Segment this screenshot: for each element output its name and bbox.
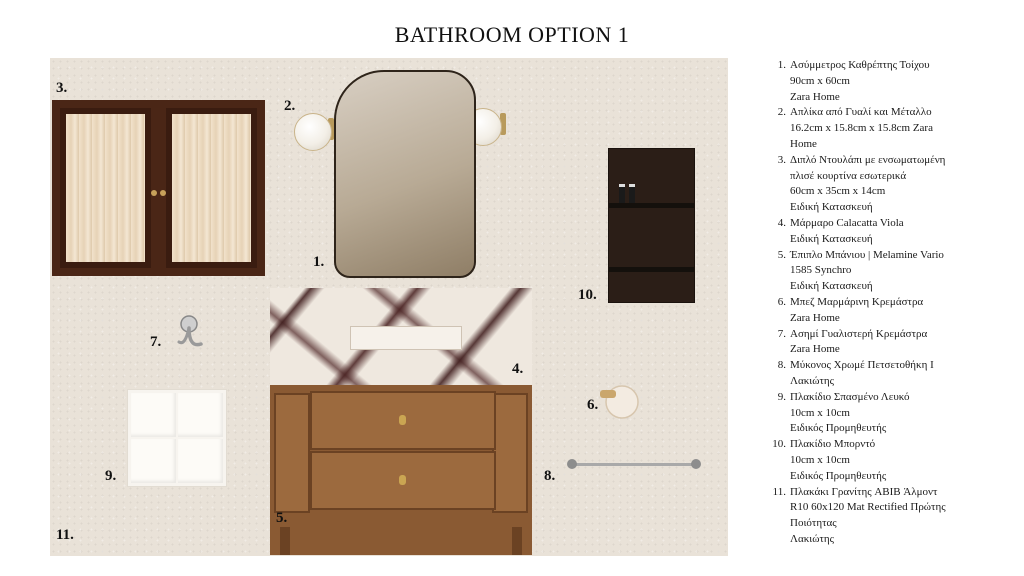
legend-item — [768, 390, 1008, 437]
legend-line: 60cm x 35cm x 14cm — [790, 185, 886, 198]
legend-item — [768, 485, 1008, 548]
legend-line: Λακιώτης — [790, 532, 835, 545]
legend-number: 1. — [777, 59, 786, 71]
legend-line: Ασημί Γυαλιστερή Κρεμάστρα — [790, 327, 928, 340]
legend-line: 10cm x 10cm — [790, 453, 850, 466]
legend-line: Zara Home — [790, 90, 840, 103]
legend-line: πλισέ κουρτίνα εσωτερικά — [790, 169, 907, 182]
legend-number: 4. — [777, 216, 786, 229]
legend-line: Ειδική Κατασκευή — [790, 280, 873, 293]
cabinet-door-right — [166, 108, 257, 268]
basin — [350, 326, 462, 350]
label-8: 8. — [544, 468, 556, 484]
legend-line: Ειδικός Προμηθευτής — [790, 469, 887, 482]
legend-line: Μάρμαρο Calacatta Viola — [790, 216, 904, 229]
legend-number: 10. — [772, 438, 786, 451]
legend-line: Zara Home — [790, 343, 840, 356]
vanity-drawer-top — [310, 391, 496, 450]
legend-item — [768, 248, 1008, 295]
legend-number: 5. — [777, 248, 786, 261]
label-10: 10. — [578, 287, 597, 303]
vanity-drawer-bottom — [310, 451, 496, 510]
legend-item — [768, 153, 1008, 216]
cabinet-knob — [160, 190, 166, 196]
legend-line: Πλακάκι Γρανίτης ABIB Άλμοντ — [790, 485, 938, 498]
legend-item — [768, 58, 1008, 105]
cabinet-knob — [151, 190, 157, 196]
label-7: 7. — [150, 334, 162, 350]
white-tile-sample-image — [128, 390, 226, 486]
wall-sconce-left — [294, 113, 332, 151]
legend-item — [768, 358, 1008, 390]
legend-number: 7. — [777, 327, 786, 340]
legend-line: 10cm x 10cm — [790, 406, 850, 419]
legend-line: 16.2cm x 15.8cm x 15.8cm Zara — [790, 122, 933, 135]
materials-legend — [768, 58, 1008, 548]
label-1: 1. — [313, 254, 325, 270]
legend-line: Ειδικός Προμηθευτής — [790, 422, 887, 435]
legend-line: Πλακίδιο Μπορντό — [790, 438, 876, 451]
label-5: 5. — [276, 510, 288, 526]
legend-line: Zara Home — [790, 311, 840, 324]
legend-line: Ειδική Κατασκευή — [790, 201, 873, 214]
cabinet-door-left — [60, 108, 151, 268]
legend-line: Απλίκα από Γυαλί και Μέταλλο — [790, 106, 932, 119]
legend-item — [768, 327, 1008, 359]
legend-number: 2. — [777, 106, 786, 119]
marble-hook-icon — [598, 380, 642, 422]
chrome-towel-bar-icon — [566, 458, 702, 470]
legend-line: R10 60x120 Mat Rectified Πρώτης — [790, 501, 946, 514]
label-9: 9. — [105, 468, 117, 484]
moodboard — [50, 58, 728, 556]
legend-item — [768, 295, 1008, 327]
bottle-icon — [629, 184, 635, 203]
legend-item — [768, 437, 1008, 484]
legend-number: 9. — [777, 390, 786, 403]
legend-line: Ασύμμετρος Καθρέπτης Τοίχου — [790, 59, 930, 71]
asymmetric-mirror-image — [334, 70, 476, 278]
legend-line: Έπιπλο Μπάνιου | Melamine Vario — [790, 248, 944, 261]
label-2: 2. — [284, 98, 296, 114]
bathroom-vanity-image — [270, 385, 532, 555]
legend-line: 90cm x 60cm — [790, 74, 850, 87]
legend-item — [768, 105, 1008, 152]
legend-number: 11. — [772, 485, 786, 498]
label-6: 6. — [587, 397, 599, 413]
bottle-icon — [619, 184, 625, 203]
legend-line: Ειδική Κατασκευή — [790, 232, 873, 245]
legend-line: Home — [790, 137, 817, 150]
silver-hook-icon — [177, 314, 209, 352]
label-4: 4. — [512, 361, 524, 377]
legend-line: Ποιότητας — [790, 517, 837, 530]
legend-line: 1585 Synchro — [790, 264, 852, 277]
legend-number: 8. — [777, 359, 786, 372]
label-3: 3. — [56, 80, 68, 96]
legend-line: Μύκονος Χρωμέ Πετσετοθήκη Ι — [790, 359, 934, 372]
legend-line: Μπεζ Μαρμάρινη Κρεμάστρα — [790, 295, 924, 308]
legend-line: Λακιώτης — [790, 374, 835, 387]
legend-line: Διπλό Ντουλάπι με ενσωματωμένη — [790, 153, 946, 166]
burgundy-tile-niche-image — [608, 148, 695, 303]
double-cabinet-image — [52, 100, 265, 276]
legend-number: 6. — [777, 295, 786, 308]
label-11: 11. — [56, 527, 74, 543]
legend-item — [768, 216, 1008, 248]
page-title: BATHROOM OPTION 1 — [394, 22, 630, 47]
calacatta-viola-marble-image — [270, 288, 532, 385]
legend-line: Πλακίδιο Σπασμένο Λευκό — [790, 390, 910, 403]
legend-number: 3. — [777, 153, 786, 166]
